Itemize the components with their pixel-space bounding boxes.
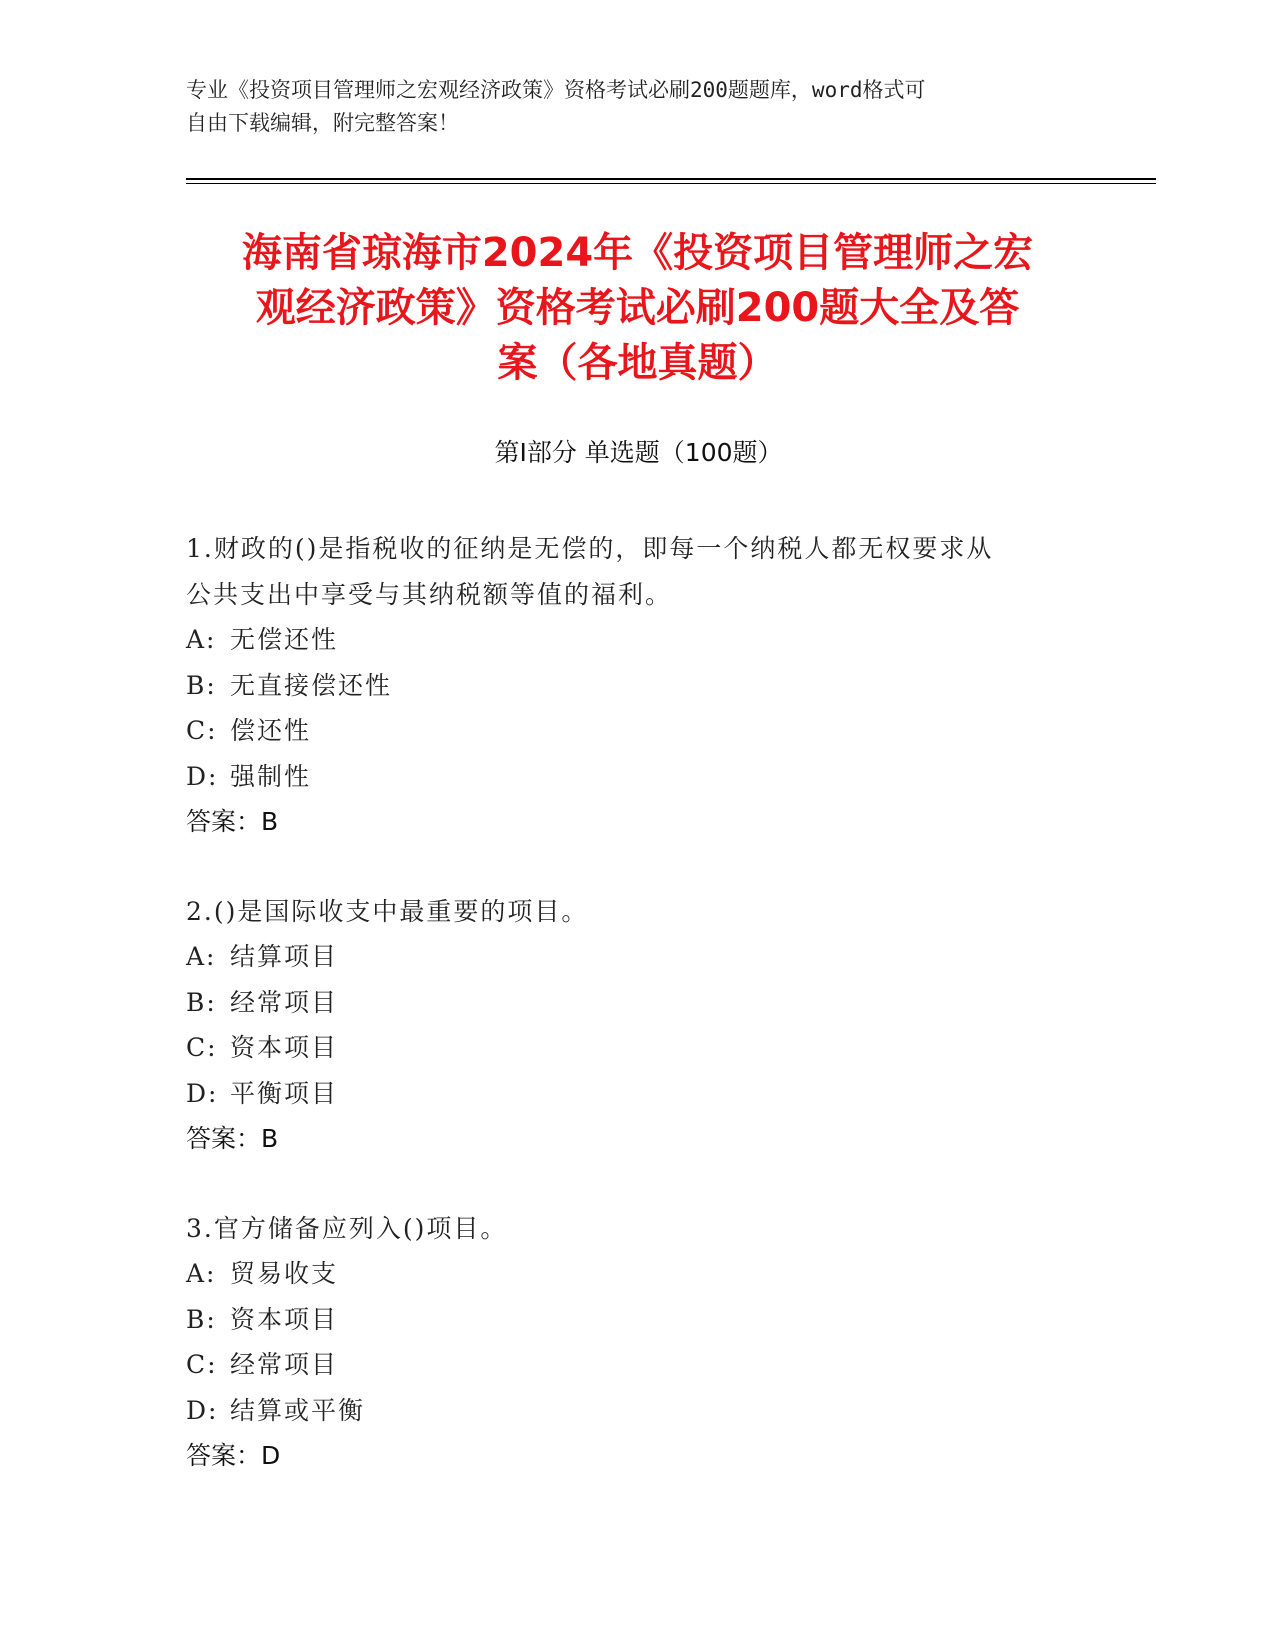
option-text: 无直接偿还性	[230, 670, 393, 700]
option-a	[186, 934, 1066, 980]
answer-label: 答案：B	[186, 1124, 279, 1153]
question-stem: 2.()是国际收支中最重要的项目。	[186, 896, 589, 926]
option-key: A:	[186, 942, 217, 971]
option-text: 平衡项目	[230, 1078, 339, 1108]
question-item	[186, 889, 1066, 1162]
option-text: 经常项目	[230, 987, 339, 1017]
option-text: 强制性	[230, 761, 312, 791]
option-c	[186, 1025, 1066, 1071]
title-line: 观经济政策》资格考试必刷200题大全及答	[255, 285, 1020, 331]
option-key: D:	[186, 1395, 219, 1425]
option-key: B:	[186, 987, 217, 1017]
question-item	[186, 526, 1066, 845]
option-key: C:	[186, 1350, 218, 1379]
question-list	[186, 526, 1066, 1523]
header-note	[186, 74, 1086, 140]
header-note-line: 自由下载编辑，附完整答案！	[186, 111, 459, 135]
option-text: 资本项目	[230, 1304, 339, 1334]
option-text: 贸易收支	[230, 1259, 339, 1288]
option-key: A:	[186, 1259, 217, 1288]
option-d	[186, 1388, 1066, 1434]
question-item	[186, 1206, 1066, 1479]
option-text: 经常项目	[230, 1350, 339, 1379]
option-key: B:	[186, 1304, 217, 1334]
option-key: D:	[186, 1078, 219, 1108]
section-title: 第Ⅰ部分 单选题（100题）	[494, 438, 783, 467]
answer-label: 答案：D	[186, 1441, 281, 1470]
header-note-line: 专业《投资项目管理师之宏观经济政策》资格考试必刷200题题库，word格式可	[186, 78, 926, 102]
option-b	[186, 1297, 1066, 1343]
option-text: 结算项目	[230, 942, 339, 971]
answer-label: 答案：B	[186, 807, 279, 836]
option-text: 资本项目	[230, 1033, 339, 1062]
title-line: 案（各地真题）	[497, 340, 778, 386]
question-stem: 公共支出中享受与其纳税额等值的福利。	[186, 579, 673, 609]
header-divider-thin	[186, 183, 1156, 184]
option-key: C:	[186, 716, 218, 745]
question-stem: 1.财政的()是指税收的征纳是无偿的，即每一个纳税人都无权要求从	[186, 534, 994, 563]
option-a	[186, 617, 1066, 663]
title-line: 海南省琼海市2024年《投资项目管理师之宏	[241, 230, 1034, 276]
option-text: 偿还性	[230, 716, 312, 745]
option-key: B:	[186, 670, 217, 700]
option-c	[186, 1342, 1066, 1388]
option-b	[186, 663, 1066, 709]
option-b	[186, 980, 1066, 1026]
option-text: 无偿还性	[230, 625, 339, 654]
question-stem: 3.官方储备应列入()项目。	[186, 1213, 508, 1243]
option-key: C:	[186, 1033, 218, 1062]
header-divider	[186, 178, 1156, 180]
option-a	[186, 1251, 1066, 1297]
option-c	[186, 708, 1066, 754]
option-d	[186, 754, 1066, 800]
option-key: A:	[186, 625, 217, 654]
option-d	[186, 1071, 1066, 1117]
option-key: D:	[186, 761, 219, 791]
option-text: 结算或平衡	[230, 1395, 366, 1425]
document-title	[170, 226, 1105, 391]
